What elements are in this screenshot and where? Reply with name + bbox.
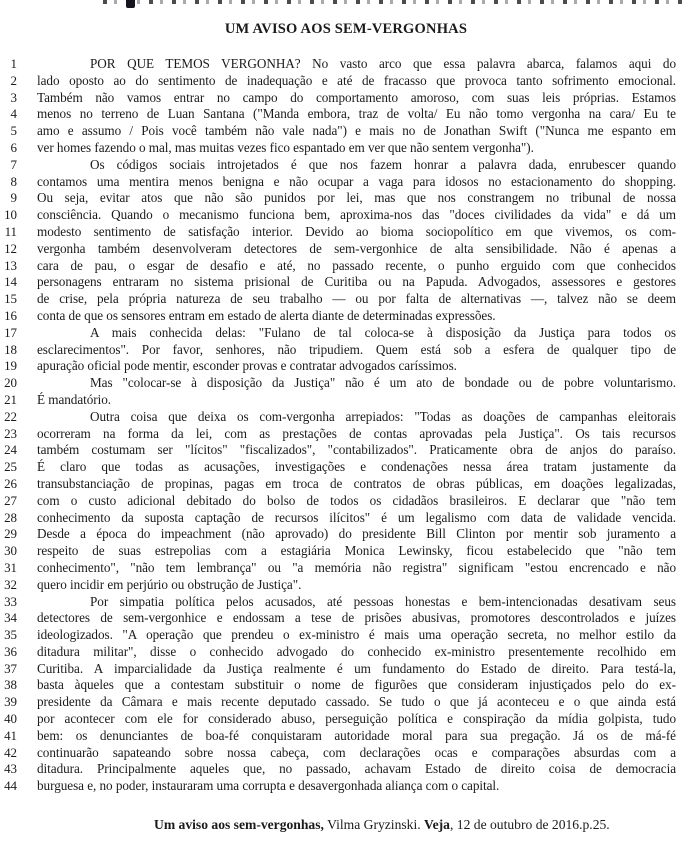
line-number: 40 <box>4 711 17 727</box>
text-line <box>0 661 676 678</box>
text-line <box>0 459 676 476</box>
text-line <box>0 510 676 527</box>
line-number: 25 <box>4 459 17 475</box>
line-number: 1 <box>10 56 17 71</box>
line-text: Desde a época do impeachment (não aprovado) do presidente Bill Clinton por mentir sob juramento a <box>37 526 676 542</box>
line-text: amo e assumo / Pois você também não vale nada") e mais no de Jonathan Swift ("Nunca me espanto em <box>37 123 676 139</box>
line-number: 20 <box>4 375 17 391</box>
text-line <box>0 358 676 375</box>
line-number: 30 <box>4 543 17 559</box>
text-line <box>0 190 676 207</box>
line-text: contamos uma mentira menos benigna e não ocupar a vaga para idosos no estacionamento do shopping. <box>37 173 676 189</box>
line-text: A mais conhecida delas: "Fulano de tal coloca-se à disposição da Justiça para todos os <box>90 324 676 340</box>
text-line <box>0 140 676 157</box>
line-number: 23 <box>4 425 17 441</box>
line-text: com o custo adicional debitado do bolso de todos os cidadãos brasileiros. E declarar que "não tem <box>37 492 676 508</box>
line-text: POR QUE TEMOS VERGONHA? No vasto arco que essa palavra abarca, falamos aqui do <box>90 56 676 71</box>
text-line <box>0 342 676 359</box>
text-line <box>0 526 676 543</box>
line-text: burguesa e, no poder, instauraram uma corrupta e desavergonhada aliança com o capital. <box>37 778 500 794</box>
line-text: transubstanciação de propinas, pagas em troca de contratos de obras públicas, em doações legalizadas, <box>37 475 676 491</box>
line-text: modesto sentimento de satisfação interior. Devido ao bioma sociopolítico em que vivemos, os com- <box>37 223 676 239</box>
line-text: Por simpatia política pelos acusados, até pessoas honestas e bem-intencionadas desativam seus <box>90 593 676 609</box>
text-line <box>0 90 676 107</box>
text-line <box>0 560 676 577</box>
line-number: 38 <box>4 677 17 693</box>
line-text: vergonha também desenvolveram detectores de sem-vergonhice de alta sensibilidade. Não é apenas a <box>37 240 676 256</box>
line-text: consciência. Quando o mecanismo funciona bem, aproxima-nos das "doces civilidades da vida" e dá um <box>37 207 676 223</box>
line-number: 11 <box>4 223 17 239</box>
line-text: apuração oficial pode mentir, esconder provas e contratar advogados caríssimos. <box>37 358 457 374</box>
text-line <box>0 442 676 459</box>
line-text: conhecimento da suposta captação de recursos ilícitos" é um legalismo com data de validade vencida. <box>37 509 676 525</box>
text-line <box>0 224 676 241</box>
text-line <box>0 409 676 426</box>
line-number: 8 <box>10 173 17 189</box>
text-line <box>0 761 676 778</box>
line-text: Ou seja, evitar atos que não são punidos por lei, mas que nos constrangem no tribunal de nossa <box>37 190 676 206</box>
page-title: UM AVISO AOS SEM-VERGONHAS <box>224 21 468 37</box>
line-number: 37 <box>4 660 17 676</box>
source-work-title: Um aviso aos sem-vergonhas, <box>154 817 324 832</box>
line-text: menos no terreno de Luan Santana ("Manda embora, traz de volta/ Eu não tomo vergonha na cara/ Eu te <box>37 106 676 122</box>
line-number: 43 <box>4 761 17 777</box>
text-line <box>0 174 676 191</box>
line-text: É claro que todas as acusações, investigações e condenações nessa área tratam justamente da <box>37 459 676 475</box>
line-text: Mas "colocar-se à disposição da Justiça" não é um ato de bondade ou de pobre voluntarismo. <box>90 375 676 391</box>
line-text: detectores de sem-vergonhice e endossam a tese de prisões abusivas, promotores descontrolados e juízes <box>37 610 676 626</box>
line-number: 34 <box>4 610 17 626</box>
line-text: Curitiba. A imparcialidade da Justiça realmente é um fundamento do Estado de direito. Para testá-la, <box>37 660 676 676</box>
source-magazine: Veja <box>424 817 450 832</box>
text-line <box>0 543 676 560</box>
line-number: 35 <box>4 627 17 643</box>
text-line <box>0 157 676 174</box>
text-line <box>0 610 676 627</box>
line-text: ditadura militar", disse o conhecido advogado do conhecido ex-ministro presentemente recolhido em <box>37 643 676 659</box>
text-line <box>0 207 676 224</box>
text-line <box>0 778 676 795</box>
line-number: 42 <box>4 744 17 760</box>
line-text: ver homes fazendo o mal, mas muitas vezes fico espantado em ver que não sentem vergonha"). <box>37 139 534 155</box>
line-text: quero incidir em perjúrio ou obstrução de Justiça". <box>37 576 302 592</box>
line-number: 39 <box>4 694 17 710</box>
text-line <box>0 476 676 493</box>
line-number: 24 <box>4 442 17 458</box>
text-line <box>0 493 676 510</box>
line-number: 27 <box>4 492 17 508</box>
line-text: presidente da Câmara e mais recente deputado cassado. Se tudo o que já aconteceu e o que ainda está <box>37 694 676 710</box>
line-number: 44 <box>4 778 17 794</box>
line-number: 18 <box>4 341 17 357</box>
line-text: de crise, pela própria natureza de seu trabalho — ou por falta de alternativas —, talvez não se deem <box>37 291 676 307</box>
line-number: 17 <box>4 324 17 340</box>
text-line <box>0 677 676 694</box>
line-number: 36 <box>4 643 17 659</box>
line-text: Os códigos sociais introjetados é que nos fazem honrar a palavra dada, enrubescer quando <box>90 156 676 172</box>
line-text: conta de que os sensores entram em estado de alerta diante de determinadas expressões. <box>37 307 496 323</box>
line-number: 32 <box>4 576 17 592</box>
text-line <box>0 627 676 644</box>
line-number: 3 <box>10 89 17 105</box>
line-text: personagens entraram no sistema prisional de Curitiba ou na Papuda. Advogados, assessores e gestores <box>37 274 676 290</box>
text-line <box>0 308 676 325</box>
line-number: 33 <box>4 593 17 609</box>
line-number: 19 <box>4 358 17 374</box>
line-text: É mandatório. <box>37 391 112 407</box>
text-line <box>0 274 676 291</box>
line-number: 13 <box>4 257 17 273</box>
source-date-page: , 12 de outubro de 2016.p.25. <box>449 817 610 832</box>
line-number: 9 <box>10 190 17 206</box>
line-number: 14 <box>4 274 17 290</box>
text-line <box>0 56 676 73</box>
line-text: bem: os denunciantes de boa-fé conquistaram autoridade moral para sua pregação. Já os de má-fé <box>37 727 676 743</box>
line-text: Também não vamos entrar no campo do comportamento amoroso, com suas leis próprias. Estamos <box>37 89 676 105</box>
line-number: 41 <box>4 727 17 743</box>
line-number: 26 <box>4 475 17 491</box>
line-number: 15 <box>4 291 17 307</box>
text-line <box>0 728 676 745</box>
line-text: ocorreram na forma da lei, com as prestações de contas aprovadas pela Justiça". Os tais recursos <box>37 425 676 441</box>
line-text: também costumam ser "lícitos" "fiscalizados", "contabilizados". Praticamente obra de anjos do paraíso. <box>37 442 676 458</box>
line-number: 31 <box>4 559 17 575</box>
text-line <box>0 594 676 611</box>
text-line <box>0 392 676 409</box>
line-text: cara de pau, o esgar de desafio e até, no passado recente, o punho erguido com que conhecidos <box>37 257 676 273</box>
line-text: lado oposto ao do sentimento de inadequação e até de fracasso que provoca tanto sofrimento emocional. <box>37 72 676 88</box>
line-number: 6 <box>10 139 17 155</box>
clipped-text-remnant-mark <box>126 0 135 8</box>
text-line <box>0 577 676 594</box>
text-line <box>0 291 676 308</box>
clipped-text-remnant <box>103 0 689 4</box>
line-text: Outra coisa que deixa os com-vergonha arrepiados: "Todas as doações de campanhas eleitorais <box>90 408 676 424</box>
text-line <box>0 258 676 275</box>
line-number: 12 <box>4 240 17 256</box>
line-number: 10 <box>4 207 17 223</box>
line-number: 16 <box>4 307 17 323</box>
line-text: conhecimento", "não tem lembrança" ou "a memória não registra" significam "estou encrencado e não <box>37 559 676 575</box>
source-author: Vilma Gryzinski. <box>323 817 425 832</box>
text-line <box>0 711 676 728</box>
text-line <box>0 106 676 123</box>
line-number: 29 <box>4 526 17 542</box>
text-line <box>0 375 676 392</box>
text-line <box>0 644 676 661</box>
line-number: 7 <box>10 156 17 172</box>
text-line <box>0 694 676 711</box>
line-text: respeito de suas estrepolias com a estagiária Monica Lewinsky, ficou estabelecido que "não tem <box>37 543 676 559</box>
line-text: continuarão sapateando sobre nossa cabeça, com declarações ocas e comparações absurdas com a <box>37 744 676 760</box>
text-line <box>0 73 676 90</box>
line-text: ideologizados. "A operação que prendeu o ex-ministro é mais uma operação secreta, no melhor estilo da <box>37 627 676 643</box>
line-number: 22 <box>4 408 17 424</box>
line-text: basta àqueles que a contestam substituir o nome de figurões que consideram injustiçados pelo do ex- <box>37 677 676 693</box>
line-text: por acontecer com ele for considerado abuso, perseguição política e conspiração da mídia golpista, tudo <box>37 711 676 727</box>
text-body <box>0 56 676 795</box>
source-citation <box>154 816 610 833</box>
line-text: esclarecimentos". Por favor, senhores, não tripudiem. Quem está sob a esfera de qualquer tipo de <box>37 341 676 357</box>
text-line <box>0 745 676 762</box>
text-line <box>0 123 676 140</box>
line-number: 21 <box>4 391 17 407</box>
line-number: 2 <box>10 72 17 88</box>
line-text: ditadura. Principalmente aqueles que, no passado, achavam Estado de direito coisa de democracia <box>37 761 676 777</box>
text-line <box>0 325 676 342</box>
line-number: 4 <box>10 106 17 122</box>
line-number: 28 <box>4 509 17 525</box>
line-number: 5 <box>10 123 17 139</box>
text-line <box>0 426 676 443</box>
text-line <box>0 241 676 258</box>
